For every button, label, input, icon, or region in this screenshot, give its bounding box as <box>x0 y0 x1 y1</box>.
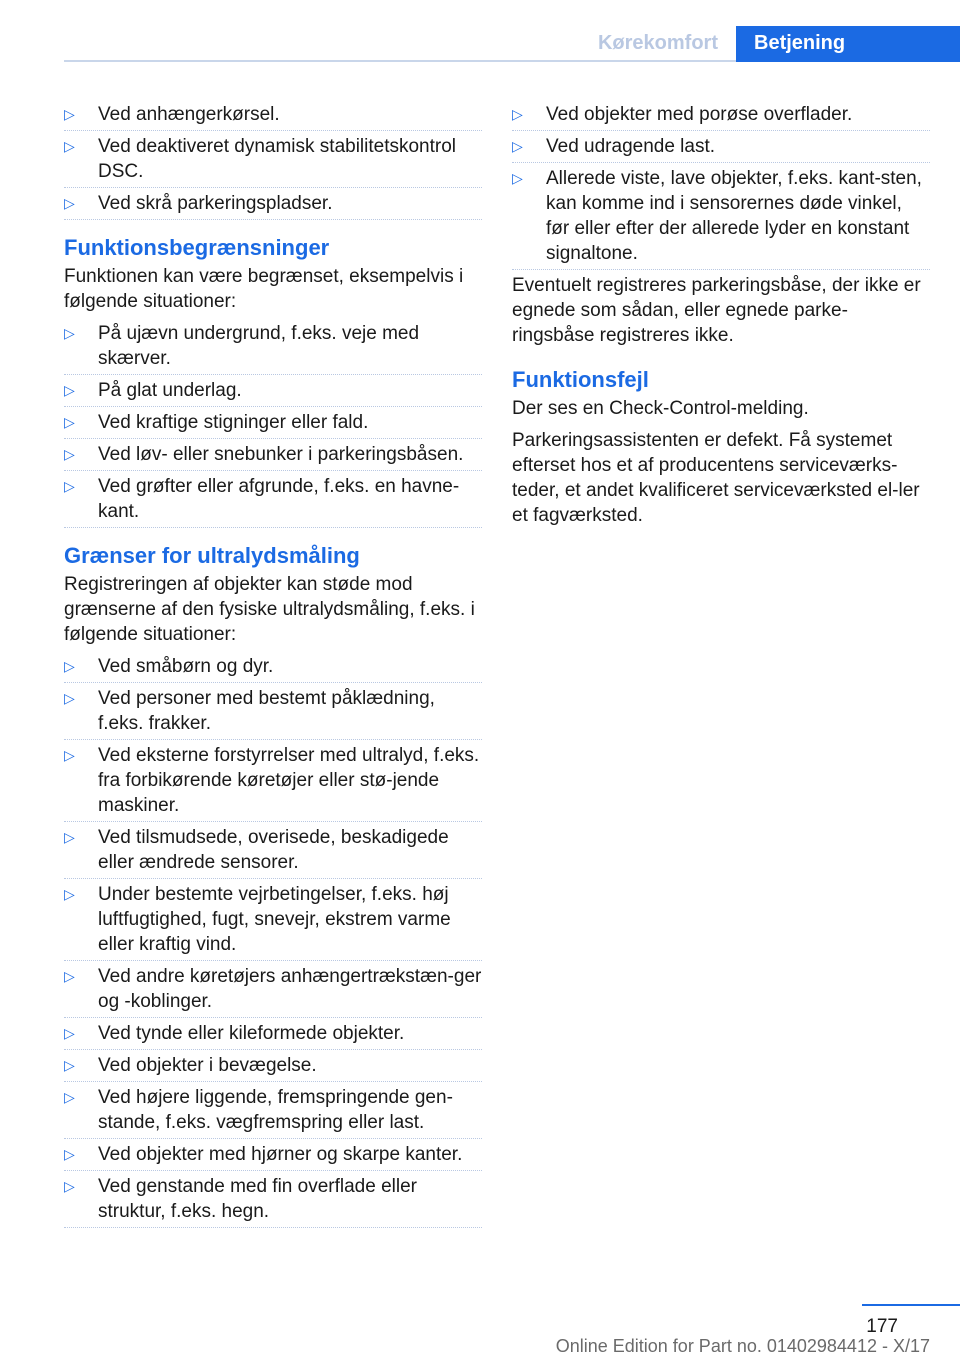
right-column <box>512 102 930 535</box>
section-heading-malfunction: Funktionsfejl <box>512 367 649 392</box>
section-heading-ultrasound: Grænser for ultralydsmåling <box>64 543 360 568</box>
triangle-right-icon: ▷ <box>64 658 75 674</box>
note-paragraph: Eventuelt registreres parkeringsbåse, der ikke er egnede som sådan, eller egnede parke-ringsbåse registreres ikke. <box>512 275 921 346</box>
section-heading-limitations: Funktionsbegrænsninger <box>64 235 330 260</box>
triangle-right-icon: ▷ <box>64 1057 75 1073</box>
triangle-right-icon: ▷ <box>64 446 75 462</box>
chapter-tab[interactable]: Betjening <box>736 26 960 62</box>
triangle-right-icon: ▷ <box>64 195 75 211</box>
section-intro: Funktionen kan være begrænset, eksempelvis i følgende situationer: <box>64 266 464 312</box>
list-item: ▷ Ved personer med bestemt påklædning, f.eks. frakker. <box>64 686 482 736</box>
left-column <box>64 102 482 1231</box>
list-item: ▷ Ved løv- eller snebunker i parkeringsbåsen. <box>64 442 482 467</box>
triangle-right-icon: ▷ <box>64 829 75 845</box>
triangle-right-icon: ▷ <box>64 325 75 341</box>
triangle-right-icon: ▷ <box>64 382 75 398</box>
triangle-right-icon: ▷ <box>64 747 75 763</box>
list-item: ▷ Ved objekter i bevægelse. <box>64 1053 482 1078</box>
section-tab[interactable]: Kørekomfort <box>597 32 718 54</box>
list-item: ▷ Ved kraftige stigninger eller fald. <box>64 410 482 435</box>
section-intro: Registreringen af objekter kan støde mod grænserne af den fysiske ultralydsmåling, f.eks. i følgende situationer: <box>64 574 475 645</box>
list-item: ▷ Under bestemte vejrbetingelser, f.eks. høj luftfugtighed, fugt, snevejr, ekstrem varme eller kraftig vind. <box>64 882 482 957</box>
list-item: ▷ Ved tilsmudsede, overisede, beskadigede eller ændrede sensorer. <box>64 825 482 875</box>
list-item: ▷ Allerede viste, lave objekter, f.eks. kant-sten, kan komme ind i sensorernes døde vinkel, før eller efter der allerede lyder en konstant signaltone. <box>512 166 930 266</box>
limitations-list <box>64 321 482 524</box>
list-item: ▷ Ved småbørn og dyr. <box>64 654 482 679</box>
list-item: ▷ Ved objekter med hjørner og skarpe kanter. <box>64 1142 482 1167</box>
continued-list <box>512 102 930 266</box>
list-item: ▷ Ved grøfter eller afgrunde, f.eks. en havne-kant. <box>64 474 482 524</box>
triangle-right-icon: ▷ <box>64 414 75 430</box>
triangle-right-icon: ▷ <box>64 1146 75 1162</box>
triangle-right-icon: ▷ <box>64 138 75 154</box>
list-item: ▷ Ved genstande med fin overflade eller struktur, f.eks. hegn. <box>64 1174 482 1224</box>
list-item: ▷ Ved udragende last. <box>512 134 930 159</box>
triangle-right-icon: ▷ <box>64 106 75 122</box>
triangle-right-icon: ▷ <box>512 170 523 186</box>
triangle-right-icon: ▷ <box>64 478 75 494</box>
triangle-right-icon: ▷ <box>64 1089 75 1105</box>
list-item: ▷ Ved tynde eller kileformede objekter. <box>64 1021 482 1046</box>
triangle-right-icon: ▷ <box>64 1025 75 1041</box>
list-item: ▷ Ved anhængerkørsel. <box>64 102 482 127</box>
ultrasound-list <box>64 654 482 1224</box>
list-item: ▷ Ved objekter med porøse overflader. <box>512 102 930 127</box>
list-item: ▷ Ved deaktiveret dynamisk stabilitetskontrol DSC. <box>64 134 482 184</box>
triangle-right-icon: ▷ <box>64 886 75 902</box>
list-item: ▷ Ved andre køretøjers anhængertrækstæn-ger og -koblinger. <box>64 966 482 1012</box>
malfunction-paragraph-2: Parkeringsassistenten er defekt. Få systemet efterset hos et af producentens serviceværks-teder, et andet kvalificeret serviceværksted el-ler et fagværksted. <box>512 430 920 526</box>
triangle-right-icon: ▷ <box>512 138 523 154</box>
malfunction-paragraph-1: Der ses en Check-Control-melding. <box>512 398 809 419</box>
intro-list <box>64 102 482 216</box>
list-item: ▷ På glat underlag. <box>64 378 482 403</box>
list-item: ▷ På ujævn undergrund, f.eks. veje med skærver. <box>64 321 482 371</box>
list-item: ▷ Ved højere liggende, fremspringende gen-stande, f.eks. vægfremspring eller last. <box>64 1085 482 1135</box>
page-number: 177 <box>866 1316 898 1337</box>
list-item: ▷ Ved skrå parkeringspladser. <box>64 191 482 216</box>
triangle-right-icon: ▷ <box>64 968 75 984</box>
triangle-right-icon: ▷ <box>64 1178 75 1194</box>
triangle-right-icon: ▷ <box>64 690 75 706</box>
edition-footer: Online Edition for Part no. 01402984412 - X/17 <box>555 1336 930 1356</box>
list-item: ▷ Ved eksterne forstyrrelser med ultralyd, f.eks. fra forbikørende køretøjer eller stø-jende maskiner. <box>64 743 482 818</box>
footer-rule <box>862 1304 960 1306</box>
triangle-right-icon: ▷ <box>512 106 523 122</box>
